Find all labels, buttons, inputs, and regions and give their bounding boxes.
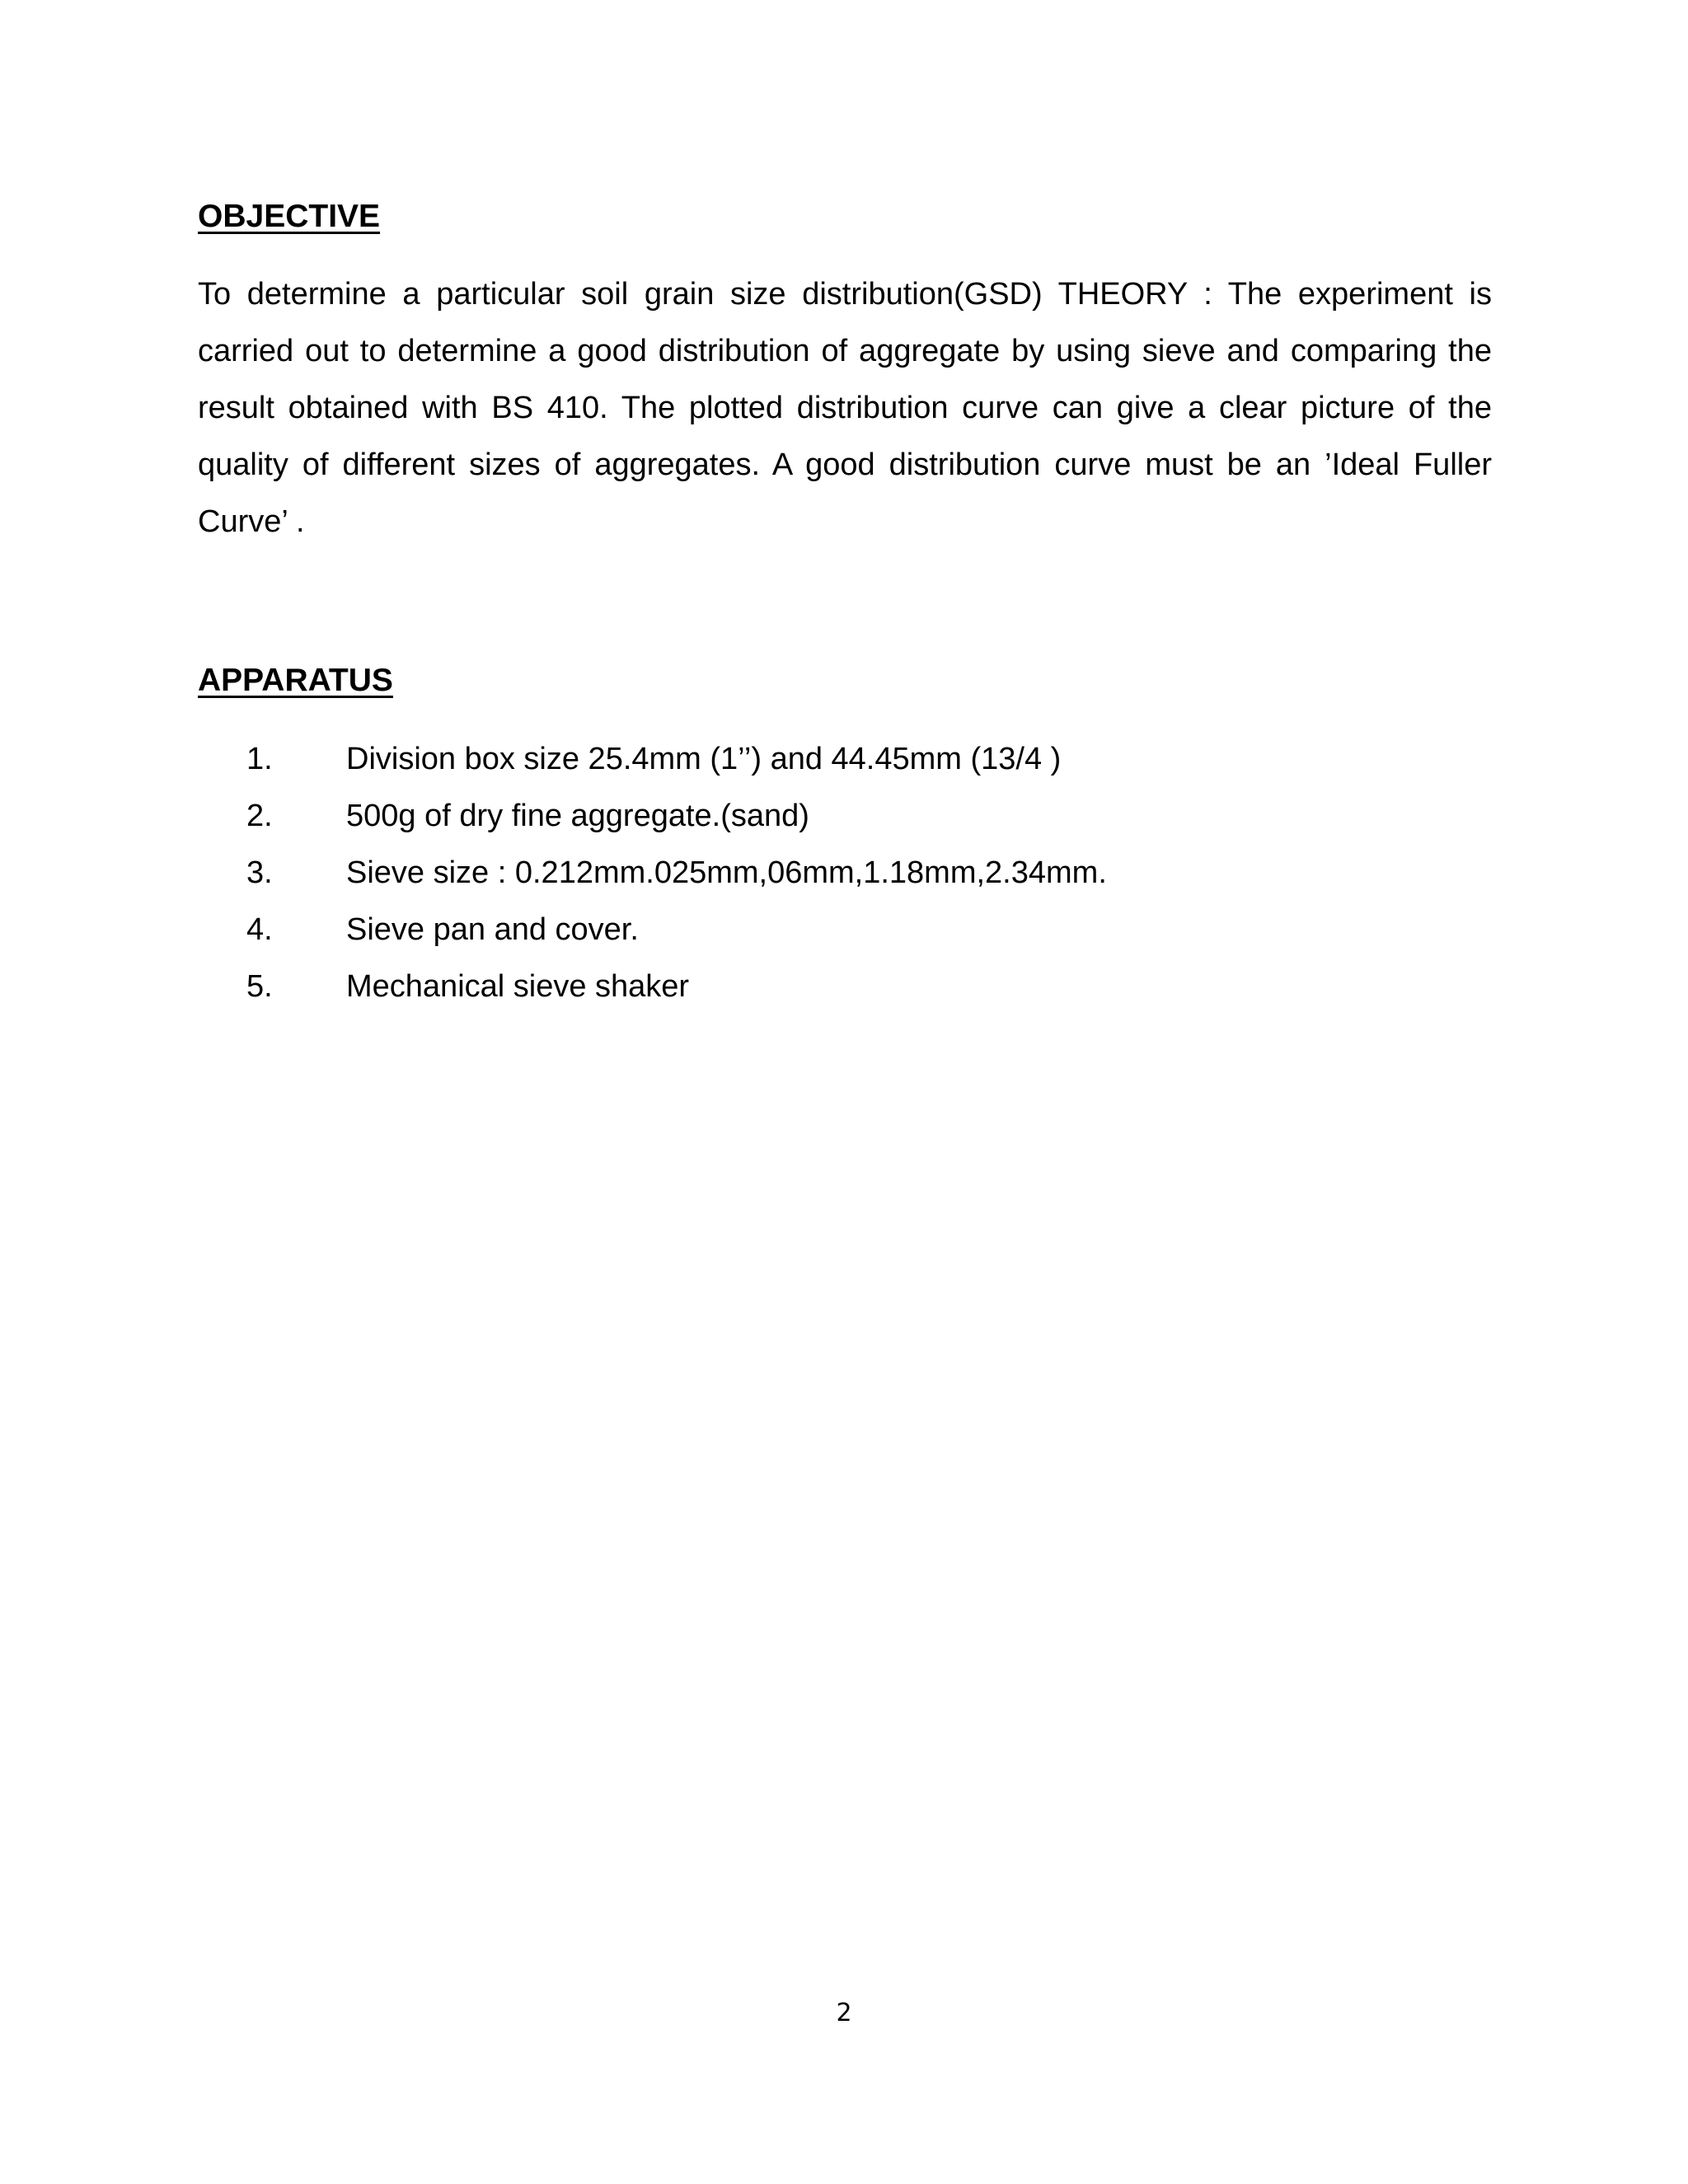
list-item-text: Sieve pan and cover.	[346, 912, 639, 947]
list-item-number: 5.	[246, 969, 273, 1004]
list-item-text: Division box size 25.4mm (1’’) and 44.45mm (13/4 )	[346, 742, 1062, 776]
objective-heading: OBJECTIVE	[198, 199, 381, 234]
objective-paragraph: To determine a particular soil grain size distribution(GSD) THEORY : The experiment is carried out to determine a good distribution of aggregate by using sieve and comparing the result obtained with BS 410. The plotted distribution curve can give a clear picture of the quality of different sizes of aggregates. A good distribution curve must be an ’Ideal Fuller Curve’ .	[198, 277, 1492, 539]
list-item-text: 500g of dry fine aggregate.(sand)	[346, 799, 809, 833]
list-item-text: Sieve size : 0.212mm.025mm,06mm,1.18mm,2.34mm.	[346, 855, 1107, 890]
page-number: 2	[836, 1999, 852, 2027]
apparatus-heading: APPARATUS	[198, 663, 393, 698]
list-item-text: Mechanical sieve shaker	[346, 969, 690, 1004]
list-item-number: 1.	[246, 742, 273, 776]
list-item-number: 4.	[246, 912, 273, 947]
list-item-number: 3.	[246, 855, 273, 890]
list-item-number: 2.	[246, 799, 273, 833]
